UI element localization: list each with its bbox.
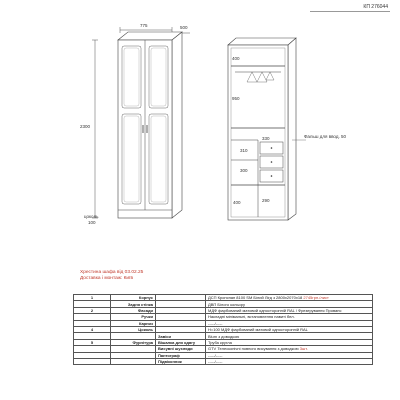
row-label <box>111 358 156 364</box>
row-value-text: -----/----- <box>208 352 223 358</box>
row-sublabel: Пантограф <box>156 352 206 358</box>
row-value-highlight: 2745грн./лист <box>303 295 329 301</box>
row-label: Корпус <box>111 295 156 301</box>
notes <box>80 270 143 282</box>
row-label: Фасади <box>111 307 156 313</box>
row-sublabel: Вішалка для одягу <box>156 339 206 345</box>
note-line-2: Доставка і монтаж: Київ <box>80 276 133 281</box>
row-value-text: ДСП Кронспан 8100 SM Білий Лігд з 2800х2070х18 <box>208 295 304 301</box>
dim-top: 400 <box>232 56 240 61</box>
dim-d1: 330 <box>262 136 270 141</box>
row-value-text: МДФ фарбований матовий односторонній RAL / Фрезерування Прованс <box>208 307 342 313</box>
row-value-text: GTV Телескопічні повного висування з доводкою <box>208 346 300 352</box>
row-sublabel: Підвіконник <box>156 358 206 364</box>
spec-table-body <box>74 295 373 365</box>
row-sublabel: Завіси <box>156 333 206 339</box>
row-value <box>206 358 373 364</box>
interior-view <box>228 38 346 220</box>
row-value-text: Blum з доводкою <box>208 333 240 339</box>
dim-d3: 300 <box>240 168 248 173</box>
document-code: КП 276044 <box>363 4 388 10</box>
plinth-label: цоколь <box>84 214 99 219</box>
row-value-highlight: 3шт. <box>299 346 308 352</box>
row-value-text: ДВП Білого кольору <box>208 301 245 307</box>
row-value-text: -----/----- <box>208 359 223 365</box>
row-number: 4 <box>74 326 111 332</box>
row-value-text: Накладні мінімальні, встановлення навиті бел. <box>208 314 295 320</box>
row-value-text: Труба кругла <box>208 339 232 345</box>
row-value-text: Н=100 МДФ фарбований матовий односторонній RAL <box>208 327 308 333</box>
callout-text: Фальш для ввод. 50 <box>304 134 346 139</box>
row-value-text: -----/----- <box>208 320 223 326</box>
row-number: 1 <box>74 295 111 301</box>
front-height: 2300 <box>80 124 91 129</box>
row-sublabel: Висувні шухляди <box>156 346 206 352</box>
row-label: Фурнітура <box>111 339 156 345</box>
row-label: Задня стінка <box>111 301 156 307</box>
table-row <box>74 358 373 364</box>
dim-bottom: 290 <box>262 198 270 203</box>
front-depth: 500 <box>180 25 188 30</box>
row-number: 5 <box>74 339 111 345</box>
row-label: Карниз <box>111 320 156 326</box>
row-number: 2 <box>74 307 111 313</box>
note-line-1: Хрестина шафа від 03.02.25 <box>80 270 144 275</box>
plinth-value: 100 <box>88 220 96 225</box>
row-number <box>74 358 111 364</box>
front-width: 775 <box>140 23 148 28</box>
dim-hanger: 950 <box>232 96 240 101</box>
dim-d2: 310 <box>240 148 248 153</box>
spec-table <box>73 294 373 365</box>
dim-bottom2: 400 <box>233 200 241 205</box>
row-label: Ручки <box>111 314 156 320</box>
front-view <box>80 23 190 225</box>
row-label: Цоколь <box>111 326 156 332</box>
